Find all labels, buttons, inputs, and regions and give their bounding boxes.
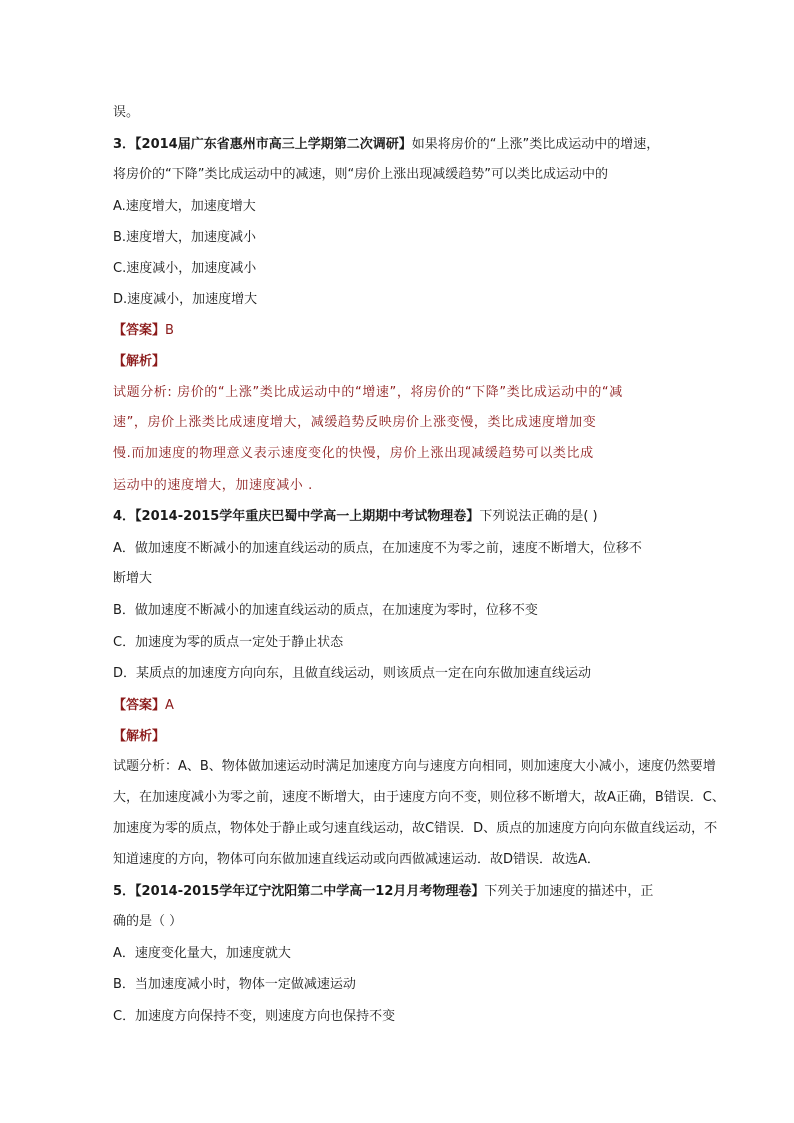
- text-line: [113, 136, 659, 154]
- text-line: [113, 789, 725, 807]
- text-segment: 断增大: [113, 571, 153, 586]
- bold-text: 【2014-2015学年重庆巴蜀中学高一上期期中考试物理卷】: [135, 509, 480, 524]
- text-segment: 试题分析：A、B、物体做加速运动时满足加速度方向与速度方向相同，则加速度大小减小，速度仍然要增: [113, 759, 716, 774]
- text-line: [113, 353, 165, 371]
- text-line: [113, 1008, 395, 1026]
- bold-text: 【2014届广东省惠州市高三上学期第二次调研】: [135, 137, 412, 152]
- text-line: [113, 104, 139, 122]
- text-segment: A.速度增大，加速度增大: [113, 199, 256, 214]
- text-segment: 慢.而加速度的物理意义表示速度变化的快慢，房价上涨出现减缓趋势可以类比成: [113, 446, 594, 461]
- text-line: [113, 665, 591, 683]
- text-line: [113, 602, 538, 620]
- text-segment: 将房价的“下降”类比成运动中的减速，则“房价上涨出现减缓趋势”可以类比成运动中的: [113, 167, 608, 182]
- text-segment: C.速度减小，加速度减小: [113, 261, 257, 276]
- text-line: [113, 945, 291, 963]
- text-segment: 速”，房价上涨类比成速度增大，减缓趋势反映房价上涨变慢，类比成速度增加变: [113, 415, 597, 430]
- text-line: [113, 260, 256, 278]
- text-segment: B．做加速度不断减小的加速直线运动的质点，在加速度为零时，位移不变: [113, 603, 538, 618]
- text-segment: 下列关于加速度的描述中，正: [484, 884, 654, 899]
- text-line: [113, 414, 596, 432]
- text-segment: D.速度减小，加速度增大: [113, 292, 258, 307]
- text-line: [113, 198, 256, 216]
- bold-text: 5．: [113, 884, 136, 899]
- text-line: [113, 570, 152, 588]
- text-line: [113, 166, 608, 184]
- text-segment: D．某质点的加速度方向向东，且做直线运动，则该质点一定在向东做加速直线运动: [113, 666, 592, 681]
- bold-text: 【答案】: [113, 323, 166, 338]
- text-segment: B: [165, 323, 174, 338]
- text-line: [113, 728, 165, 746]
- bold-text: 【解析】: [113, 354, 166, 369]
- text-segment: 如果将房价的“上涨”类比成运动中的增速，: [411, 137, 660, 152]
- text-segment: B．当加速度减小时，物体一定做减速运动: [113, 977, 356, 992]
- text-line: [113, 851, 600, 869]
- text-line: [113, 384, 623, 402]
- text-segment: 误。: [113, 105, 140, 120]
- text-line: [113, 229, 256, 247]
- text-segment: 下列说法正确的是( ): [479, 509, 598, 524]
- bold-text: 【2014-2015学年辽宁沈阳第二中学高一12月月考物理卷】: [135, 884, 485, 899]
- text-line: [113, 883, 653, 901]
- text-line: [113, 445, 594, 463]
- text-line: [113, 634, 343, 652]
- text-line: [113, 508, 598, 526]
- text-segment: B.速度增大，加速度减小: [113, 230, 257, 245]
- text-line: [113, 913, 182, 931]
- text-line: [113, 291, 257, 309]
- text-line: [113, 976, 356, 994]
- bold-text: 3．: [113, 137, 136, 152]
- text-segment: C．加速度为零的质点一定处于静止状态: [113, 635, 344, 650]
- text-line: [113, 820, 717, 838]
- text-segment: 加速度为零的质点，物体处于静止或匀速直线运动，故C错误．D、质点的加速度方向向东做直线运动，不: [113, 821, 718, 836]
- bold-text: 【解析】: [113, 729, 166, 744]
- text-segment: A．做加速度不断减小的加速直线运动的质点，在加速度不为零之前，速度不断增大，位移不: [113, 541, 642, 556]
- text-segment: 知道速度的方向，物体可向东做加速直线运动或向西做减速运动．故D错误．故选A．: [113, 852, 600, 867]
- text-line: [113, 477, 313, 495]
- text-segment: A: [165, 698, 174, 713]
- text-segment: A．速度变化量大，加速度就大: [113, 946, 291, 961]
- text-segment: 运动中的速度增大，加速度减小 .: [113, 478, 313, 493]
- bold-text: 4．: [113, 509, 136, 524]
- text-line: [113, 758, 716, 776]
- text-segment: C．加速度方向保持不变，则速度方向也保持不变: [113, 1009, 396, 1024]
- text-segment: 大，在加速度减小为零之前，速度不断增大，由于速度方向不变，则位移不断增大，故A正确，B错误．C、: [113, 790, 725, 805]
- bold-text: 【答案】: [113, 698, 166, 713]
- text-segment: 确的是（ ）: [113, 914, 183, 929]
- text-segment: 试题分析: 房价的“上涨”类比成运动中的“增速”，将房价的“下降”类比成运动中的“减: [113, 385, 623, 400]
- text-line: [113, 322, 174, 340]
- text-line: [113, 540, 642, 558]
- text-line: [113, 697, 174, 715]
